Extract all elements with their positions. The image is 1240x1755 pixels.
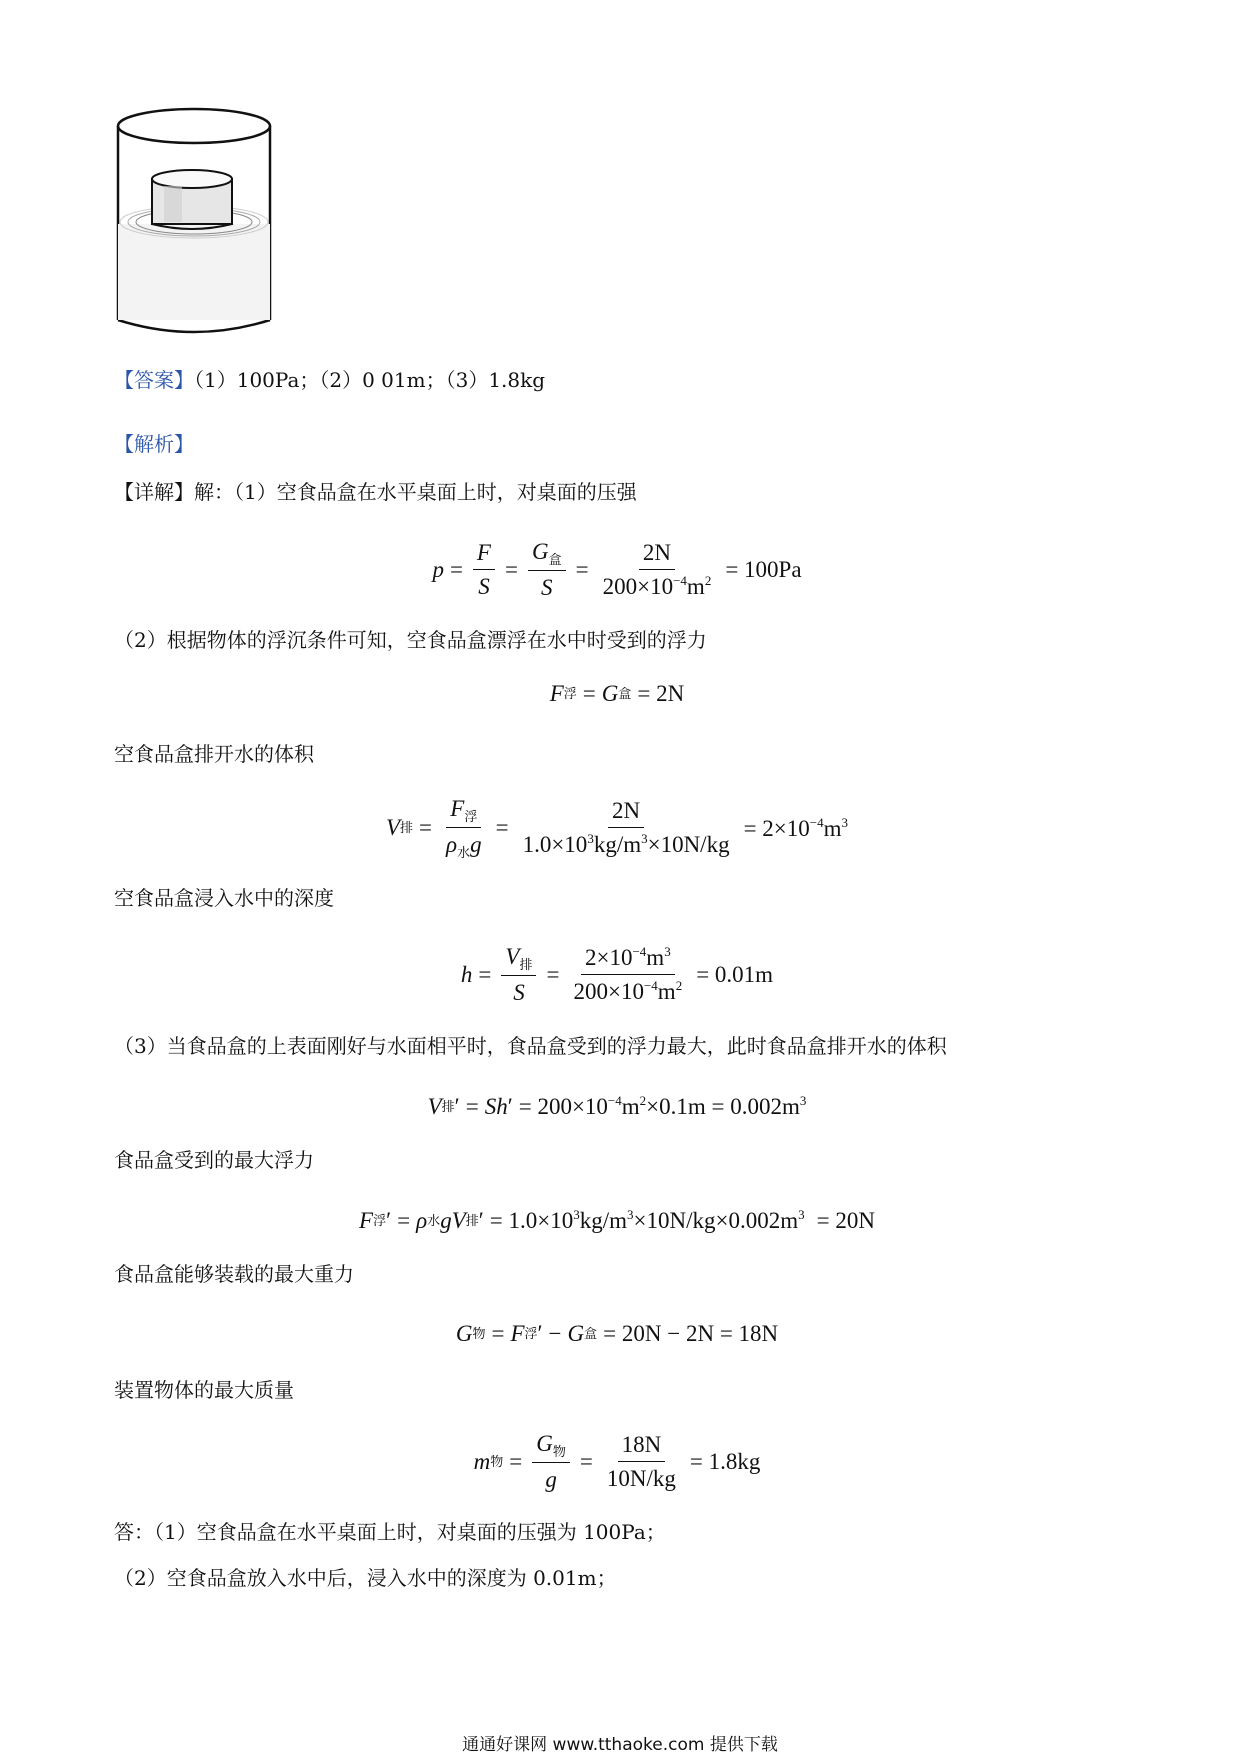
conclusion-line-2: （2）空食品盒放入水中后，浸入水中的深度为 0.01m； — [114, 1566, 617, 1590]
equation-buoyancy: F 浮 = G 盒 = 2N — [549, 681, 685, 706]
analysis-line — [114, 430, 194, 458]
max-buoyancy-line: 食品盒受到的最大浮力 — [114, 1148, 314, 1172]
answer-text: （1）100Pa；（2）0 01m；（3）1.8kg — [194, 368, 546, 392]
equation-pressure: p = $\frac{F}{S}$ = $\frac{G_盒}{S}$ = $\frac{2N}{200\times 10^{-4}m^2}$ = 100Pa — [432, 539, 802, 600]
equation-max-weight: G 物 = F 浮 ′ − G 盒 = 20N − 2N = 18N — [455, 1321, 779, 1346]
equation-volume: V 排 = $\frac{F_浮}{\rho_水g}$ = $\frac{2N}{1.0\times 10^3kg/m^3\times 10N/kg}$ = $2\times 10^{-4}m^3$ — [385, 796, 849, 860]
page-footer: 通通好课网 www.tthaoke.com 提供下载 — [462, 1735, 778, 1755]
container-diagram — [112, 104, 277, 344]
detail-text: 解：（1）空食品盒在水平桌面上时，对桌面的压强 — [194, 480, 637, 504]
detail-line — [114, 478, 637, 506]
equation-depth: h = $\frac{V_排}{S}$ = $\frac{2\times 10^{-4}m^3}{200\times 10^{-4}m^2}$ = 0.01m — [460, 944, 774, 1005]
answer-tag: 【答案】 — [114, 368, 194, 392]
depth-line: 空食品盒浸入水中的深度 — [114, 886, 334, 910]
volume-line: 空食品盒排开水的体积 — [114, 742, 314, 766]
equation-max-volume: V 排 ′ = Sh ′ = $200\times 10^{-4}m^2\times 0.1m = 0.002m^3$ — [427, 1093, 807, 1119]
step3-line: （3）当食品盒的上表面刚好与水面相平时，食品盒受到的浮力最大，此时食品盒排开水的体积 — [114, 1034, 947, 1058]
analysis-tag: 【解析】 — [114, 432, 194, 456]
equation-max-buoyancy: F 浮 ′ = ρ 水 gV 排 ′ = $1.0\times 10^3kg/m^3\times 10N/kg\times 0.002m^3$ = 20N — [359, 1207, 875, 1233]
max-mass-line: 装置物体的最大质量 — [114, 1378, 294, 1402]
conclusion-line-1: 答：（1）空食品盒在水平桌面上时，对桌面的压强为 100Pa； — [114, 1520, 666, 1544]
max-weight-line: 食品盒能够装载的最大重力 — [114, 1262, 354, 1286]
step2-line: （2）根据物体的浮沉条件可知，空食品盒漂浮在水中时受到的浮力 — [114, 628, 707, 652]
equation-max-mass: m 物 = $\frac{G_物}{g}$ = $\frac{18N}{10N/kg}$ = 1.8kg — [473, 1431, 761, 1492]
answer-line — [114, 366, 545, 394]
detail-tag: 【详解】 — [114, 480, 194, 504]
